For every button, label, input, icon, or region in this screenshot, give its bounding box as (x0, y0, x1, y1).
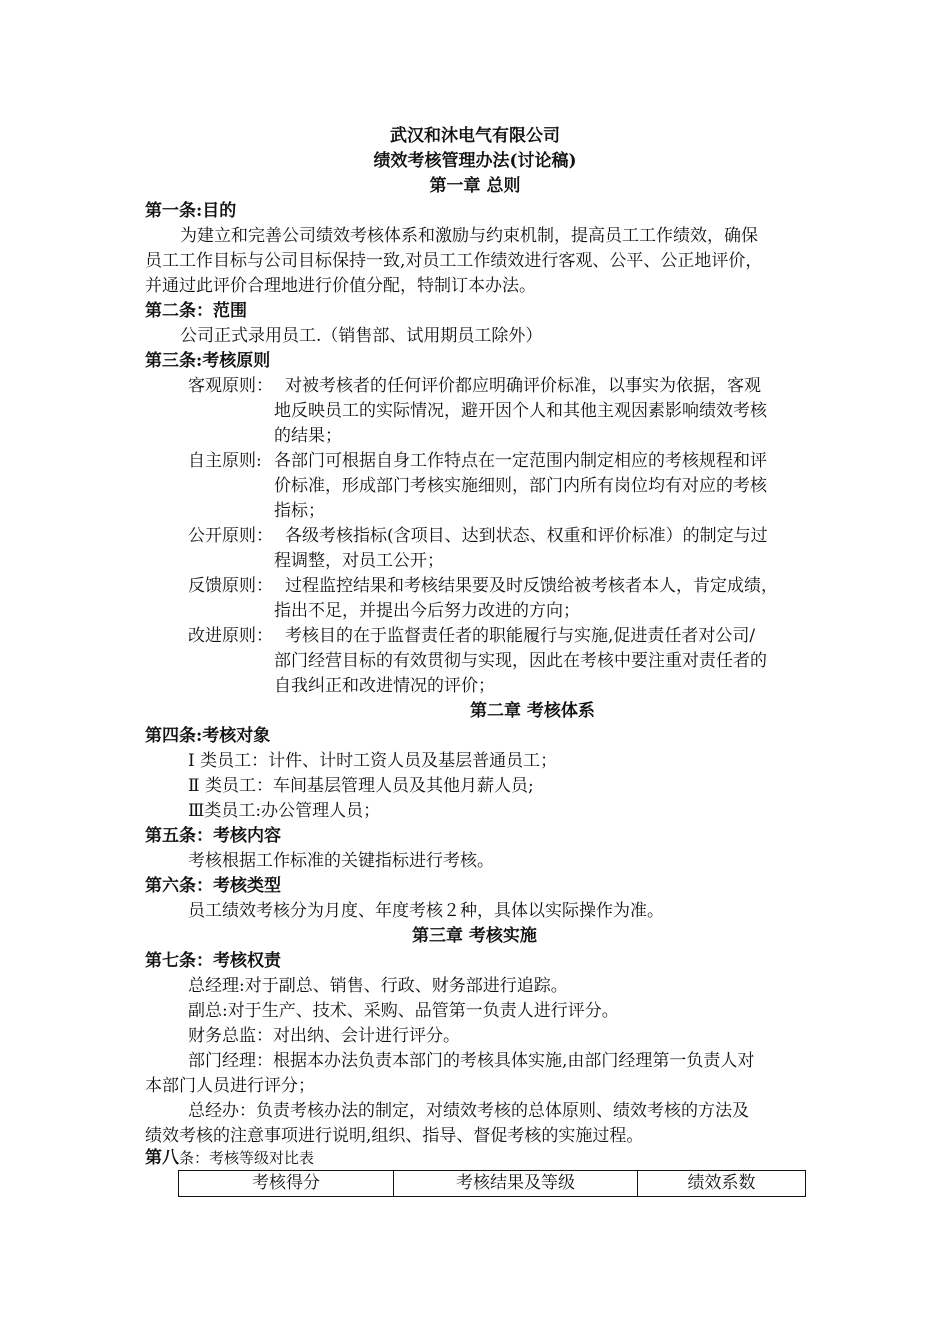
article-5-title: 第五条：考核内容 (145, 826, 281, 846)
responsibility-item: 本部门人员进行评分； (145, 1076, 315, 1096)
responsibility-item: 绩效考核的注意事项进行说明,组织、指导、督促考核的实施过程。 (145, 1126, 644, 1146)
chapter-3-heading: 第三章 考核实施 (412, 926, 537, 946)
principle-text: 程调整，对员工公开； (274, 551, 444, 571)
principle-text: 指出不足，并提出今后努力改进的方向； (274, 601, 580, 621)
principle-text: 过程监控结果和考核结果要及时反馈给被考核者本人，肯定成绩， (285, 576, 778, 596)
article-8-title-rest: 条：考核等级对比表 (179, 1149, 315, 1167)
principle-label: 公开原则： (188, 526, 273, 546)
article-6-title: 第六条：考核类型 (145, 876, 281, 896)
grade-comparison-table (178, 1170, 806, 1197)
employee-class-item: Ⅱ 类员工：车间基层管理人员及其他月薪人员; (188, 776, 534, 796)
article-3-title: 第三条:考核原则 (145, 351, 271, 371)
principle-text: 指标； (274, 501, 325, 521)
article-8-title (145, 1146, 314, 1170)
article-6-text: 员工绩效考核分为月度、年度考核２种，具体以实际操作为准。 (188, 901, 664, 921)
principle-text: 各级考核指标(含项目、达到状态、权重和评价标准）的制定与过 (285, 526, 768, 546)
employee-class-item: Ⅲ类员工:办公管理人员； (188, 801, 381, 821)
principle-text: 的结果； (274, 426, 342, 446)
principle-text: 价标准，形成部门考核实施细则，部门内所有岗位均有对应的考核 (274, 476, 767, 496)
principle-label: 改进原则： (188, 626, 273, 646)
responsibility-item: 部门经理：根据本办法负责本部门的考核具体实施,由部门经理第一负责人对 (188, 1051, 755, 1071)
principle-text: 对被考核者的任何评价都应明确评价标准，以事实为依据，客观 (285, 376, 761, 396)
responsibility-item: 财务总监：对出纳、会计进行评分。 (188, 1026, 460, 1046)
chapter-1-heading: 第一章 总则 (429, 176, 521, 196)
table-header-cell: 绩效系数 (638, 1171, 806, 1197)
company-name: 武汉和沐电气有限公司 (390, 126, 560, 146)
responsibility-item: 总经理:对于副总、销售、行政、财务部进行追踪。 (188, 976, 568, 996)
table-header-cell: 考核结果及等级 (394, 1171, 638, 1197)
document-title: 绩效考核管理办法(讨论稿) (373, 151, 577, 171)
principle-text: 自我纠正和改进情况的评价； (274, 676, 495, 696)
article-2-title: 第二条：范围 (145, 301, 247, 321)
employee-class-item: Ⅰ 类员工：计件、计时工资人员及基层普通员工； (188, 751, 558, 771)
table-header-row (179, 1171, 806, 1197)
article-7-title: 第七条：考核权责 (145, 951, 281, 971)
principle-label: 客观原则： (188, 376, 273, 396)
principle-text: 考核目的在于监督责任者的职能履行与实施,促进责任者对公司/ (285, 626, 756, 646)
principle-label: 反馈原则： (188, 576, 273, 596)
article-1-text: 并通过此评价合理地进行价值分配，特制订本办法。 (145, 276, 536, 296)
table-header-cell: 考核得分 (179, 1171, 394, 1197)
article-5-text: 考核根据工作标准的关键指标进行考核。 (188, 851, 494, 871)
article-4-title: 第四条:考核对象 (145, 726, 271, 746)
chapter-2-heading: 第二章 考核体系 (470, 701, 595, 721)
responsibility-item: 副总:对于生产、技术、采购、品管第一负责人进行评分。 (188, 1001, 619, 1021)
principle-text: 地反映员工的实际情况，避开因个人和其他主观因素影响绩效考核 (274, 401, 767, 421)
article-1-text: 员工工作目标与公司目标保持一致,对员工工作绩效进行客观、公平、公正地评价， (145, 251, 763, 271)
article-8-title-prefix: 第八 (145, 1148, 179, 1168)
responsibility-item: 总经办：负责考核办法的制定，对绩效考核的总体原则、绩效考核的方法及 (188, 1101, 749, 1121)
article-1-text: 为建立和完善公司绩效考核体系和激励与约束机制，提高员工工作绩效，确保 (180, 226, 758, 246)
principle-text: 各部门可根据自身工作特点在一定范围内制定相应的考核规程和评 (274, 451, 767, 471)
article-1-title: 第一条:目的 (145, 201, 237, 221)
principle-text: 部门经营目标的有效贯彻与实现，因此在考核中要注重对责任者的 (274, 651, 767, 671)
principle-label: 自主原则: (188, 451, 262, 471)
article-2-text: 公司正式录用员工.（销售部、试用期员工除外） (180, 326, 543, 346)
